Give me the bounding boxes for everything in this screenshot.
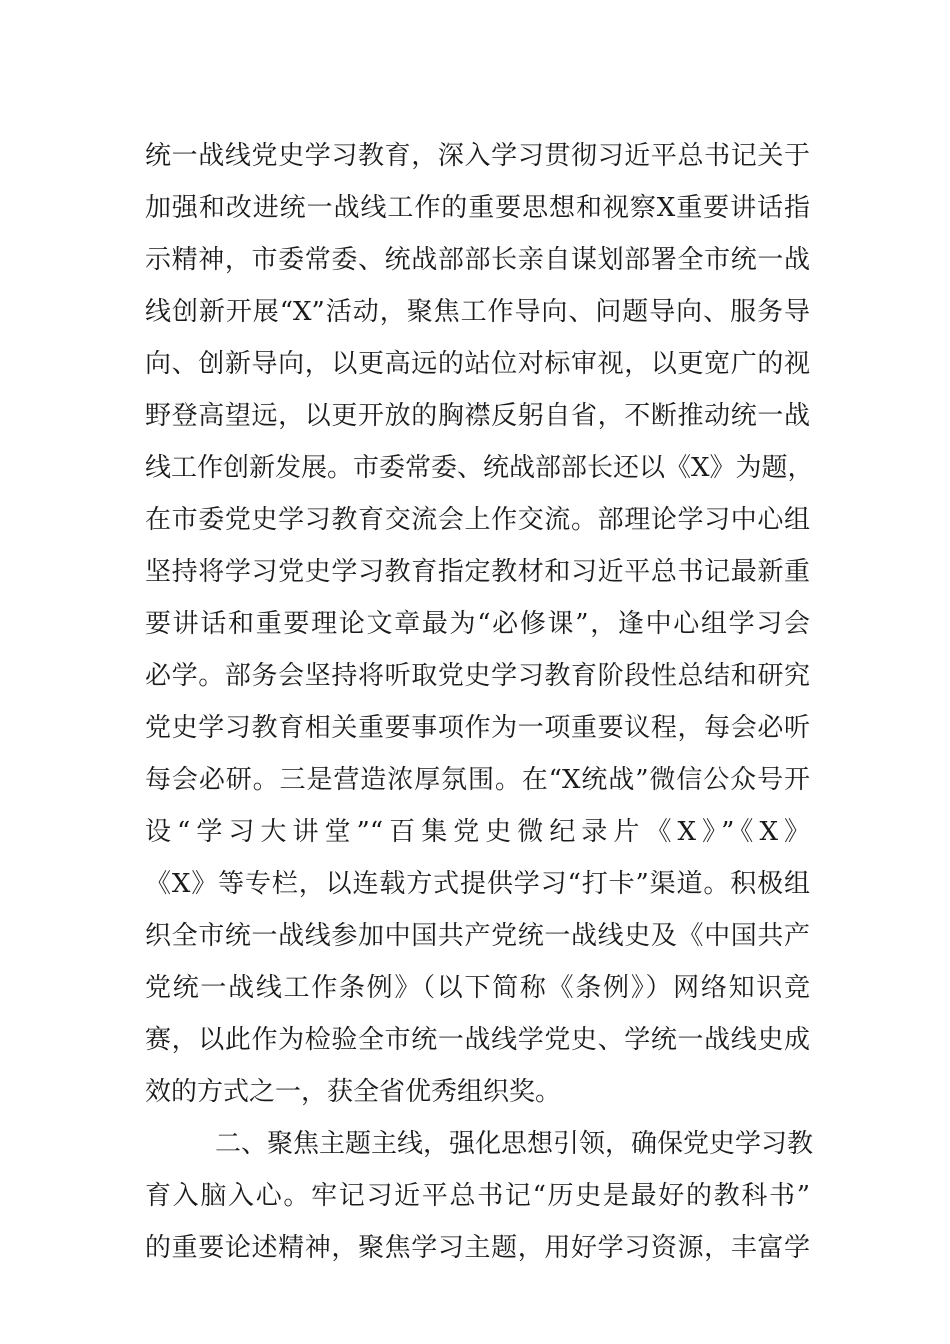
section-heading-line: 二、聚焦主题主线，强化思想引领，确保党史学习教	[215, 1129, 814, 1159]
text-line: 示精神，市委常委、统战部部长亲自谋划部署全市统一战	[145, 245, 810, 275]
body-text	[145, 130, 814, 1274]
text-line: 党统一战线工作条例》（以下简称《条例》）网络知识竞	[145, 973, 810, 1003]
text-line: 的重要论述精神，聚焦学习主题，用好学习资源，丰富学	[145, 1233, 810, 1263]
text-line: 《X》等专栏，以连载方式提供学习“打卡”渠道。积极组	[145, 869, 810, 899]
text-line: 线工作创新发展。市委常委、统战部部长还以《X》为题，	[145, 453, 814, 483]
text-line: 野登高望远，以更开放的胸襟反躬自省，不断推动统一战	[145, 401, 810, 431]
text-line: 育入脑入心。牢记习近平总书记“历史是最好的教科书”	[145, 1181, 810, 1211]
text-line: 每会必研。三是营造浓厚氛围。在“X统战”微信公众号开	[145, 765, 810, 795]
text-line: 统一战线党史学习教育，深入学习贯彻习近平总书记关于	[145, 141, 810, 171]
text-line: 设“学习大讲堂”“百集党史微纪录片《X》”《X》	[145, 817, 810, 847]
text-line: 线创新开展“X”活动，聚焦工作导向、问题导向、服务导	[145, 297, 810, 327]
text-line: 要讲话和重要理论文章最为“必修课”，逢中心组学习会	[145, 609, 810, 639]
text-line: 党史学习教育相关重要事项作为一项重要议程，每会必听	[145, 713, 810, 743]
text-line: 必学。部务会坚持将听取党史学习教育阶段性总结和研究	[145, 661, 810, 691]
text-line: 赛，以此作为检验全市统一战线学党史、学统一战线史成	[145, 1025, 810, 1055]
text-line: 效的方式之一，获全省优秀组织奖。	[145, 1077, 562, 1107]
text-line: 在市委党史学习教育交流会上作交流。部理论学习中心组	[145, 505, 810, 535]
text-line: 加强和改进统一战线工作的重要思想和视察X重要讲话指	[145, 193, 810, 223]
text-line: 坚持将学习党史学习教育指定教材和习近平总书记最新重	[145, 557, 810, 587]
text-line: 织全市统一战线参加中国共产党统一战线史及《中国共产	[145, 921, 810, 951]
text-line: 向、创新导向，以更高远的站位对标审视，以更宽广的视	[145, 349, 810, 379]
